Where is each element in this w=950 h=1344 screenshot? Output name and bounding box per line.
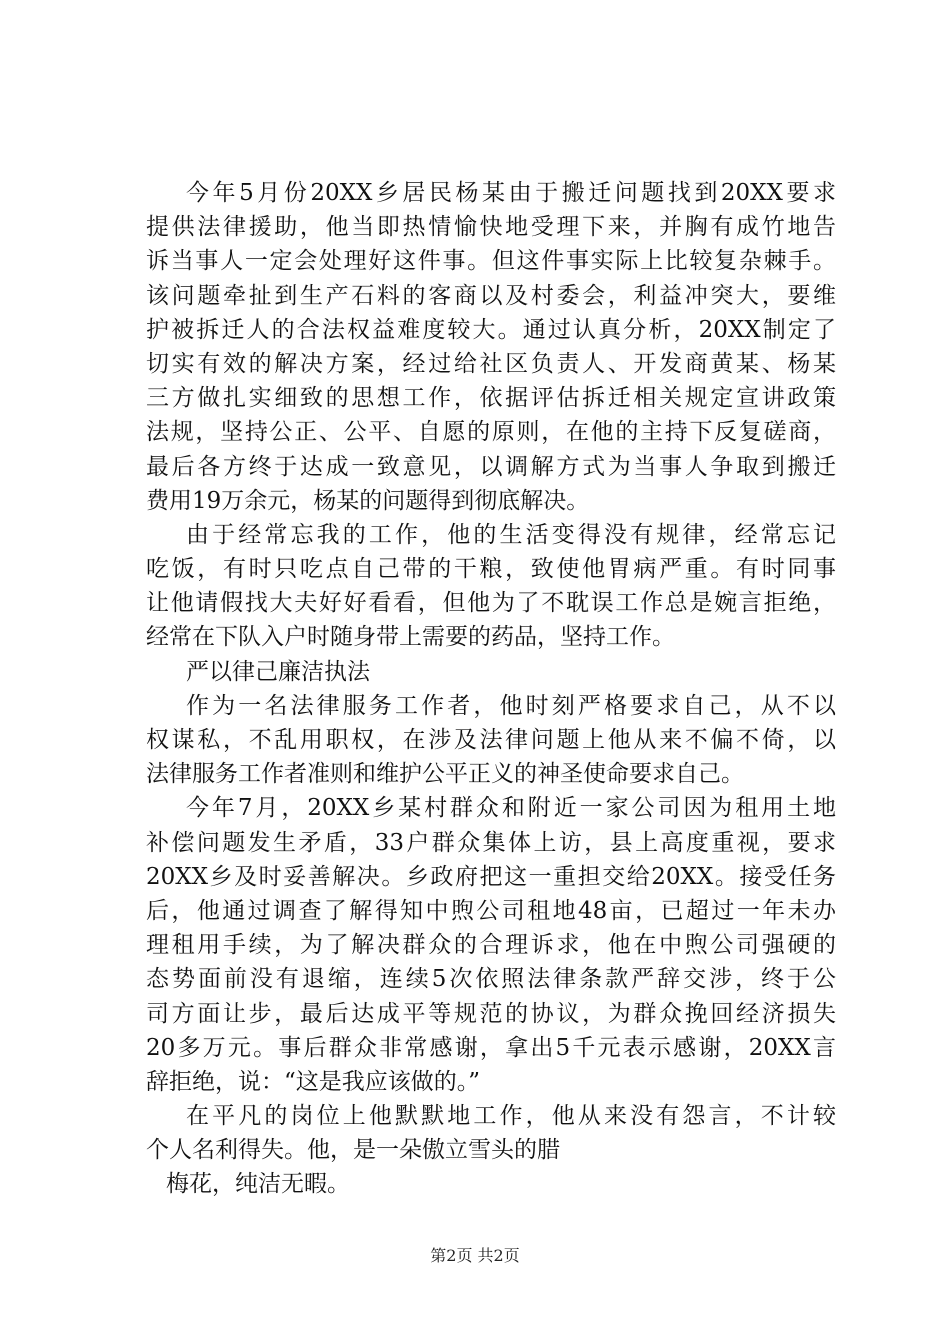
text-line: 态势面前没有退缩，连续5次依照法律条款严辞交涉，终于公 (146, 966, 836, 993)
text-line: 护被拆迁人的合法权益难度较大。通过认真分析，20XX制定了 (146, 316, 836, 343)
text-line: 让他请假找大夫好好看看，但他为了不耽误工作总是婉言拒绝， (146, 590, 836, 617)
text-line: 由于经常忘我的工作，他的生活变得没有规律，经常忘记 (186, 521, 836, 548)
text-line: 理租用手续，为了解决群众的合理诉求，他在中煦公司强硬的 (146, 932, 836, 959)
text-line: 后，他通过调查了解得知中煦公司租地48亩，已超过一年未办 (146, 897, 836, 924)
text-line: 辞拒绝，说：“这是我应该做的。” (146, 1068, 481, 1095)
document-body (146, 176, 836, 1202)
text-line: 提供法律援助，他当即热情愉快地受理下来，并胸有成竹地告 (146, 214, 836, 241)
text-line: 吃饭，有时只吃点自己带的干粮，致使他胃病严重。有时同事 (146, 556, 836, 583)
page-footer: 第2页 共2页 (430, 1246, 520, 1265)
text-line: 经常在下队入户时随身带上需要的药品，坚持工作。 (146, 624, 675, 651)
text-line: 切实有效的解决方案，经过给社区负责人、开发商黄某、杨某 (146, 350, 836, 377)
text-line: 补偿问题发生矛盾，33户群众集体上访，县上高度重视，要求 (146, 829, 836, 856)
text-line: 权谋私，不乱用职权，在涉及法律问题上他从来不偏不倚，以 (146, 727, 836, 753)
text-line: 最后各方终于达成一致意见，以调解方式为当事人争取到搬迁 (146, 453, 836, 480)
text-line: 作为一名法律服务工作者，他时刻严格要求自己，从不以 (186, 692, 836, 719)
text-line: 个人名利得失。他，是一朵傲立雪头的腊 (146, 1137, 560, 1164)
text-line: 诉当事人一定会处理好这件事。但这件事实际上比较复杂棘手。 (146, 248, 836, 275)
section-heading: 严以律己廉洁执法 (186, 658, 370, 685)
text-line: 20多万元。事后群众非常感谢，拿出5千元表示感谢，20XX言 (146, 1034, 836, 1061)
text-line: 20XX乡及时妥善解决。乡政府把这一重担交给20XX。接受任务 (146, 863, 836, 890)
text-line: 三方做扎实细致的思想工作，依据评估拆迁相关规定宣讲政策 (146, 385, 836, 412)
text-line: 今年7月，20XX乡某村群众和附近一家公司因为租用土地 (186, 795, 836, 822)
text-line: 法律服务工作者准则和维护公平正义的神圣使命要求自己。 (146, 761, 744, 788)
text-line: 今年5月份20XX乡居民杨某由于搬迁问题找到20XX要求 (186, 180, 836, 206)
text-line: 法规，坚持公正、公平、自愿的原则，在他的主持下反复磋商， (146, 419, 836, 446)
text-line: 该问题牵扯到生产石料的客商以及村委会，利益冲突大，要维 (146, 282, 836, 309)
text-line: 在平凡的岗位上他默默地工作，他从来没有怨言，不计较 (186, 1103, 836, 1130)
text-line: 司方面让步，最后达成平等规范的协议，为群众挽回经济损失 (146, 1000, 836, 1027)
text-line: 费用19万余元，杨某的问题得到彻底解决。 (146, 487, 590, 514)
text-line: 梅花，纯洁无暇。 (166, 1171, 350, 1198)
